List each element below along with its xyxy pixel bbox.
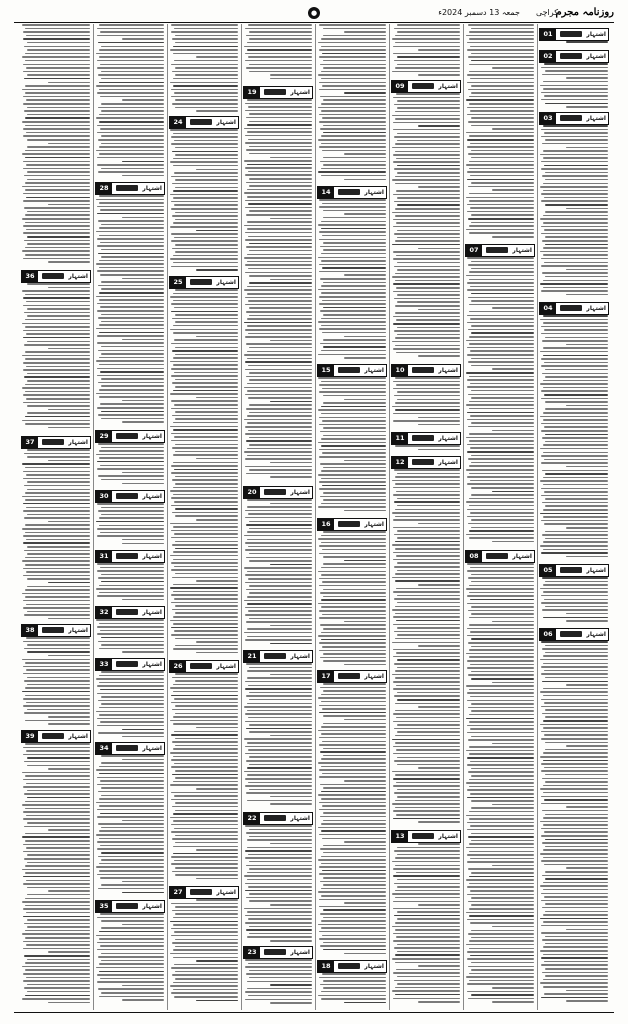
notice-label: اشتہار bbox=[364, 963, 384, 970]
notice-number: 39 bbox=[22, 731, 38, 742]
notice-body-text bbox=[170, 129, 238, 274]
notice-header-06 bbox=[539, 628, 609, 641]
notice-number: 32 bbox=[96, 607, 112, 618]
notice-label: اشتہار bbox=[68, 439, 88, 446]
city-label: کراچی bbox=[535, 8, 558, 17]
notice-label: اشتہار bbox=[142, 185, 162, 192]
column-2 bbox=[464, 24, 536, 1010]
masthead-logo-mark bbox=[412, 459, 434, 465]
notice-header-16 bbox=[317, 518, 387, 531]
newspaper-title: روزنامہ مجرم bbox=[555, 7, 614, 18]
notice-header-11 bbox=[391, 432, 461, 445]
notice-label: اشتہار bbox=[290, 815, 310, 822]
notice-number: 01 bbox=[540, 29, 556, 40]
notice-number: 33 bbox=[96, 659, 112, 670]
issue-date: جمعہ 13 دسمبر 2024ء bbox=[438, 8, 520, 17]
masthead-logo-mark bbox=[42, 439, 64, 445]
notice-number: 25 bbox=[170, 277, 186, 288]
notice-body-text bbox=[392, 377, 460, 430]
notice-header-10 bbox=[391, 364, 461, 377]
notice-header-02 bbox=[539, 50, 609, 63]
masthead-logo-mark bbox=[116, 493, 138, 499]
notice-label: اشتہار bbox=[438, 435, 458, 442]
notice-header-19 bbox=[243, 86, 313, 99]
notice-header-25 bbox=[169, 276, 239, 289]
notice-header-07 bbox=[465, 244, 535, 257]
masthead-logo-mark bbox=[338, 189, 360, 195]
notice-body-text bbox=[244, 499, 312, 648]
column-divider bbox=[389, 24, 390, 1010]
notice-number: 13 bbox=[392, 831, 408, 842]
notice-number: 07 bbox=[466, 245, 482, 256]
notice-number: 03 bbox=[540, 113, 556, 124]
masthead-logo-mark bbox=[560, 567, 582, 573]
masthead-logo-mark bbox=[560, 115, 582, 121]
notice-label: اشتہار bbox=[142, 745, 162, 752]
notice-header-08 bbox=[465, 550, 535, 563]
masthead-logo-mark bbox=[338, 673, 360, 679]
masthead-logo-mark bbox=[190, 663, 212, 669]
notice-number: 18 bbox=[318, 961, 334, 972]
masthead-logo-mark bbox=[264, 653, 286, 659]
notice-header-33 bbox=[95, 658, 165, 671]
notice-number: 29 bbox=[96, 431, 112, 442]
notice-body-text bbox=[96, 619, 164, 656]
notice-number: 24 bbox=[170, 117, 186, 128]
notice-header-21 bbox=[243, 650, 313, 663]
notice-body-text bbox=[244, 959, 312, 1006]
notice-number: 22 bbox=[244, 813, 260, 824]
notice-body-text bbox=[392, 843, 460, 1006]
masthead-logo-mark bbox=[560, 305, 582, 311]
notice-number: 36 bbox=[22, 271, 38, 282]
notice-body-text bbox=[392, 469, 460, 828]
notice-number: 17 bbox=[318, 671, 334, 682]
notice-label: اشتہار bbox=[216, 279, 236, 286]
masthead bbox=[14, 6, 614, 22]
notice-number: 35 bbox=[96, 901, 112, 912]
masthead-logo-mark bbox=[560, 631, 582, 637]
notice-body-text bbox=[392, 93, 460, 362]
notice-label: اشتہار bbox=[586, 115, 606, 122]
notice-header-20 bbox=[243, 486, 313, 499]
masthead-logo-mark bbox=[116, 903, 138, 909]
notice-header-34 bbox=[95, 742, 165, 755]
notice-body-text bbox=[22, 283, 90, 434]
notice-body-text bbox=[466, 563, 534, 1006]
notice-number: 04 bbox=[540, 303, 556, 314]
notice-label: اشتہار bbox=[438, 459, 458, 466]
masthead-logo-mark bbox=[338, 367, 360, 373]
notice-body-text bbox=[318, 683, 386, 958]
notice-number: 19 bbox=[244, 87, 260, 98]
notice-number: 16 bbox=[318, 519, 334, 530]
notice-body-text bbox=[244, 825, 312, 944]
notice-number: 08 bbox=[466, 551, 482, 562]
column-divider bbox=[315, 24, 316, 1010]
masthead-logo-mark bbox=[190, 279, 212, 285]
notice-header-35 bbox=[95, 900, 165, 913]
notice-header-26 bbox=[169, 660, 239, 673]
notice-body-text bbox=[244, 24, 312, 84]
notice-number: 06 bbox=[540, 629, 556, 640]
column-divider bbox=[241, 24, 242, 1010]
masthead-logo-mark bbox=[338, 521, 360, 527]
notice-label: اشتہار bbox=[68, 733, 88, 740]
column-divider bbox=[537, 24, 538, 1010]
notice-label: اشتہار bbox=[290, 489, 310, 496]
notice-body-text bbox=[96, 443, 164, 488]
notice-body-text bbox=[96, 563, 164, 604]
masthead-logo-mark bbox=[116, 185, 138, 191]
notice-label: اشتہار bbox=[586, 631, 606, 638]
notice-number: 20 bbox=[244, 487, 260, 498]
notice-number: 37 bbox=[22, 437, 38, 448]
masthead-logo-mark bbox=[190, 889, 212, 895]
notice-label: اشتہار bbox=[438, 833, 458, 840]
bottom-rule bbox=[14, 1012, 614, 1013]
notice-body-text bbox=[540, 125, 608, 300]
notice-number: 30 bbox=[96, 491, 112, 502]
notice-label: اشتہار bbox=[142, 553, 162, 560]
column-divider bbox=[93, 24, 94, 1010]
notice-header-09 bbox=[391, 80, 461, 93]
notice-header-36 bbox=[21, 270, 91, 283]
notice-body-text bbox=[318, 24, 386, 184]
notice-label: اشتہار bbox=[216, 663, 236, 670]
masthead-logo-mark bbox=[264, 949, 286, 955]
notice-body-text bbox=[540, 577, 608, 626]
notice-number: 23 bbox=[244, 947, 260, 958]
notice-number: 02 bbox=[540, 51, 556, 62]
notice-body-text bbox=[466, 257, 534, 548]
column-3 bbox=[390, 24, 462, 1010]
notice-body-text bbox=[392, 445, 460, 454]
notice-header-23 bbox=[243, 946, 313, 959]
notice-header-15 bbox=[317, 364, 387, 377]
notice-body-text bbox=[318, 377, 386, 516]
notice-label: اشتہار bbox=[512, 553, 532, 560]
column-4 bbox=[316, 24, 388, 1010]
notice-body-text bbox=[22, 743, 90, 1006]
notice-header-12 bbox=[391, 456, 461, 469]
notice-header-05 bbox=[539, 564, 609, 577]
notice-header-13 bbox=[391, 830, 461, 843]
masthead-logo-mark bbox=[42, 733, 64, 739]
notice-header-18 bbox=[317, 960, 387, 973]
notice-number: 09 bbox=[392, 81, 408, 92]
notice-body-text bbox=[96, 671, 164, 740]
masthead-logo-mark bbox=[264, 815, 286, 821]
notice-label: اشتہار bbox=[142, 433, 162, 440]
notice-label: اشتہار bbox=[364, 673, 384, 680]
notice-body-text bbox=[170, 24, 238, 114]
notice-number: 31 bbox=[96, 551, 112, 562]
notice-label: اشتہار bbox=[68, 627, 88, 634]
notice-label: اشتہار bbox=[142, 903, 162, 910]
masthead-logo-mark bbox=[116, 661, 138, 667]
notice-body-text bbox=[540, 315, 608, 562]
notice-label: اشتہار bbox=[586, 31, 606, 38]
notice-body-text bbox=[96, 755, 164, 898]
notice-body-text bbox=[96, 24, 164, 180]
notice-body-text bbox=[318, 531, 386, 668]
notice-body-text bbox=[244, 99, 312, 484]
notice-label: اشتہار bbox=[364, 521, 384, 528]
column-7 bbox=[94, 24, 166, 1010]
notice-body-text bbox=[540, 641, 608, 1006]
notice-label: اشتہار bbox=[68, 273, 88, 280]
notice-label: اشتہار bbox=[438, 83, 458, 90]
masthead-logo-mark bbox=[412, 367, 434, 373]
notice-header-22 bbox=[243, 812, 313, 825]
notice-header-17 bbox=[317, 670, 387, 683]
notice-header-27 bbox=[169, 886, 239, 899]
notice-number: 11 bbox=[392, 433, 408, 444]
notice-label: اشتہار bbox=[142, 609, 162, 616]
notice-label: اشتہار bbox=[216, 119, 236, 126]
masthead-logo-mark bbox=[42, 273, 64, 279]
column-divider bbox=[167, 24, 168, 1010]
notice-body-text bbox=[22, 637, 90, 728]
notice-header-37 bbox=[21, 436, 91, 449]
notice-label: اشتہار bbox=[290, 949, 310, 956]
notice-body-text bbox=[170, 289, 238, 658]
notice-number: 10 bbox=[392, 365, 408, 376]
notice-label: اشتہار bbox=[586, 567, 606, 574]
notice-body-text bbox=[540, 41, 608, 48]
notice-header-32 bbox=[95, 606, 165, 619]
notice-label: اشتہار bbox=[290, 89, 310, 96]
masthead-logo-mark bbox=[264, 89, 286, 95]
notice-header-39 bbox=[21, 730, 91, 743]
notice-header-24 bbox=[169, 116, 239, 129]
notice-number: 05 bbox=[540, 565, 556, 576]
notice-body-text bbox=[466, 24, 534, 242]
masthead-rule bbox=[14, 22, 614, 23]
notice-body-text bbox=[392, 24, 460, 78]
notice-label: اشتہار bbox=[438, 367, 458, 374]
notice-body-text bbox=[22, 24, 90, 268]
masthead-logo-mark bbox=[116, 745, 138, 751]
column-6 bbox=[168, 24, 240, 1010]
masthead-logo-mark bbox=[486, 553, 508, 559]
notice-body-text bbox=[170, 673, 238, 884]
masthead-logo-mark bbox=[116, 553, 138, 559]
notice-label: اشتہار bbox=[586, 53, 606, 60]
notice-number: 38 bbox=[22, 625, 38, 636]
notice-header-14 bbox=[317, 186, 387, 199]
notice-label: اشتہار bbox=[216, 889, 236, 896]
column-1 bbox=[538, 24, 610, 1010]
notice-number: 34 bbox=[96, 743, 112, 754]
notice-header-30 bbox=[95, 490, 165, 503]
notice-header-31 bbox=[95, 550, 165, 563]
notice-body-text bbox=[318, 973, 386, 1006]
masthead-logo-mark bbox=[338, 963, 360, 969]
masthead-logo-mark bbox=[412, 83, 434, 89]
notice-body-text bbox=[318, 199, 386, 362]
notice-body-text bbox=[96, 913, 164, 1006]
masthead-logo-mark bbox=[116, 609, 138, 615]
notice-header-01 bbox=[539, 28, 609, 41]
notice-number: 12 bbox=[392, 457, 408, 468]
masthead-logo-mark bbox=[264, 489, 286, 495]
notice-number: 15 bbox=[318, 365, 334, 376]
notice-number: 27 bbox=[170, 887, 186, 898]
notice-header-28 bbox=[95, 182, 165, 195]
masthead-logo-mark bbox=[116, 433, 138, 439]
notice-body-text bbox=[96, 195, 164, 428]
notice-label: اشتہار bbox=[586, 305, 606, 312]
notice-label: اشتہار bbox=[142, 493, 162, 500]
notice-body-text bbox=[22, 449, 90, 622]
masthead-logo-mark bbox=[412, 435, 434, 441]
masthead-logo-mark bbox=[560, 53, 582, 59]
masthead-logo-mark bbox=[42, 627, 64, 633]
notice-number: 28 bbox=[96, 183, 112, 194]
column-divider bbox=[463, 24, 464, 1010]
notice-body-text bbox=[244, 663, 312, 810]
notice-number: 21 bbox=[244, 651, 260, 662]
notice-label: اشتہار bbox=[142, 661, 162, 668]
column-8 bbox=[20, 24, 92, 1010]
notice-label: اشتہار bbox=[290, 653, 310, 660]
notice-label: اشتہار bbox=[512, 247, 532, 254]
masthead-logo-mark bbox=[486, 247, 508, 253]
notice-body-text bbox=[96, 503, 164, 548]
notice-header-04 bbox=[539, 302, 609, 315]
notice-header-03 bbox=[539, 112, 609, 125]
masthead-logo-mark bbox=[190, 119, 212, 125]
notice-number: 26 bbox=[170, 661, 186, 672]
page-marker-icon: ● bbox=[308, 7, 320, 19]
notice-body-text bbox=[540, 63, 608, 110]
notice-number: 14 bbox=[318, 187, 334, 198]
notice-body-text bbox=[170, 899, 238, 1006]
notice-label: اشتہار bbox=[364, 189, 384, 196]
notice-header-29 bbox=[95, 430, 165, 443]
notice-label: اشتہار bbox=[364, 367, 384, 374]
notice-header-38 bbox=[21, 624, 91, 637]
masthead-logo-mark bbox=[412, 833, 434, 839]
masthead-logo-mark bbox=[560, 31, 582, 37]
column-5 bbox=[242, 24, 314, 1010]
